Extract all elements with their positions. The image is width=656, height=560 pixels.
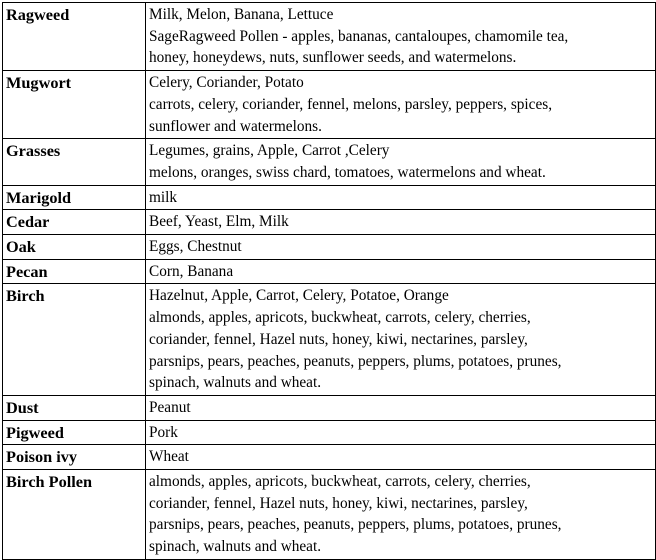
allergen-cell: Birch (3, 284, 146, 396)
foods-cell (146, 284, 656, 396)
foods-line: Milk, Melon, Banana, Lettuce (149, 6, 334, 23)
foods-line: coriander, fennel, Hazel nuts, honey, kiwi, nectarines, parsley, (149, 494, 528, 512)
foods-line: Pork (149, 423, 178, 441)
table-row (3, 284, 656, 396)
foods-cell (146, 139, 656, 185)
table-body (3, 3, 656, 560)
allergen-cell: Pecan (3, 259, 146, 284)
foods-line: coriander, fennel, Hazel nuts, honey, kiwi, nectarines, parsley, (149, 330, 528, 348)
allergen-cell: Birch Pollen (3, 470, 146, 560)
allergen-cell: Marigold (3, 185, 146, 210)
foods-cell (146, 259, 656, 284)
foods-cell (146, 210, 656, 235)
foods-cell (146, 185, 656, 210)
allergen-cell: Dust (3, 395, 146, 420)
table-row (3, 210, 656, 235)
allergen-food-table (2, 2, 656, 560)
foods-line: carrots, celery, coriander, fennel, melons, parsley, peppers, spices, (149, 95, 553, 113)
foods-cell (146, 470, 656, 560)
table-row (3, 470, 656, 560)
foods-cell (146, 445, 656, 470)
allergen-cell: Poison ivy (3, 445, 146, 470)
foods-line: Beef, Yeast, Elm, Milk (149, 213, 289, 231)
allergen-cell: Pigweed (3, 420, 146, 445)
table-row (3, 139, 656, 185)
foods-cell (146, 3, 656, 71)
allergy-table-container (2, 2, 656, 560)
foods-cell (146, 420, 656, 445)
table-row (3, 259, 656, 284)
table-row (3, 3, 656, 71)
foods-cell (146, 71, 656, 139)
table-row (3, 71, 656, 139)
table-row (3, 420, 656, 445)
foods-line: milk (149, 188, 178, 206)
table-row (3, 445, 656, 470)
foods-line: almonds, apples, apricots, buckwheat, carrots, celery, cherries, (149, 309, 531, 327)
foods-line: Eggs, Chestnut (149, 238, 242, 256)
table-row (3, 395, 656, 420)
table-row (3, 185, 656, 210)
foods-line: Corn, Banana (149, 262, 234, 280)
foods-line: Legumes, grains, Apple, Carrot ,Celery (149, 142, 390, 160)
foods-line: parsnips, pears, peaches, peanuts, peppers, plums, potatoes, prunes, (149, 352, 562, 370)
allergen-cell: Ragweed (3, 3, 146, 71)
allergen-cell: Oak (3, 235, 146, 260)
foods-line: melons, oranges, swiss chard, tomatoes, watermelons and wheat. (149, 163, 546, 181)
foods-cell (146, 395, 656, 420)
allergen-cell: Mugwort (3, 71, 146, 139)
foods-line: Wheat (149, 448, 189, 466)
foods-line: Peanut (149, 398, 191, 416)
table-row (3, 235, 656, 260)
foods-line: sunflower and watermelons. (149, 117, 322, 135)
foods-line: spinach, walnuts and wheat. (149, 538, 322, 556)
foods-cell (146, 235, 656, 260)
foods-line: Celery, Coriander, Potato (149, 74, 304, 92)
foods-line: honey, honeydews, nuts, sunflower seeds, and watermelons. (149, 49, 517, 67)
foods-line: parsnips, pears, peaches, peanuts, peppers, plums, potatoes, prunes, (149, 516, 562, 534)
foods-line: almonds, apples, apricots, buckwheat, carrots, celery, cherries, (149, 473, 531, 491)
allergen-cell: Grasses (3, 139, 146, 185)
foods-line: SageRagweed Pollen - apples, bananas, cantaloupes, chamomile tea, (149, 27, 569, 45)
foods-line: spinach, walnuts and wheat. (149, 374, 322, 392)
allergen-cell: Cedar (3, 210, 146, 235)
foods-line: Hazelnut, Apple, Carrot, Celery, Potatoe, Orange (149, 287, 449, 305)
